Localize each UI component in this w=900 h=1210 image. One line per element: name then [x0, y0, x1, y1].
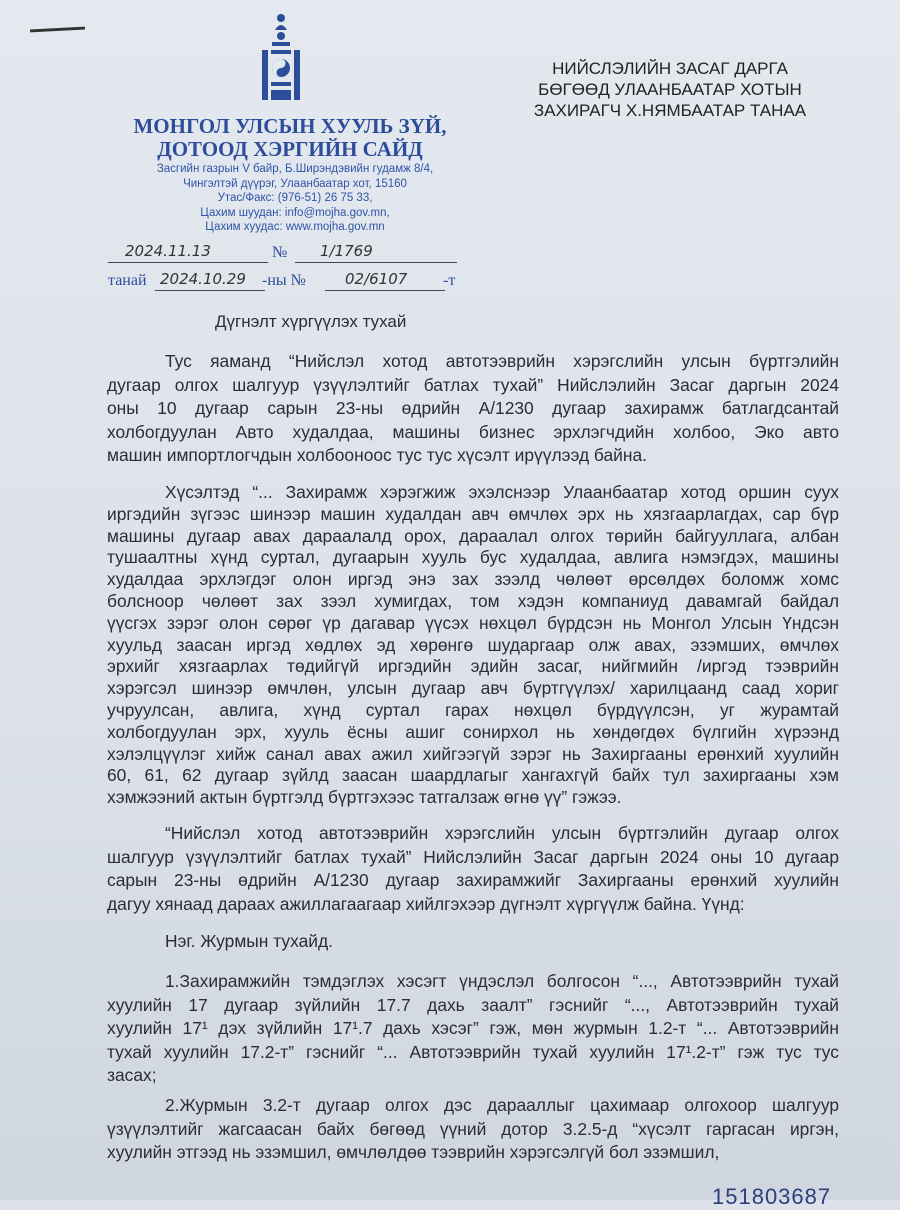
- paragraph-line: хэлэлцүүлэг хийж санал авах ажил хийгээгүй зэрэг нь Захиргааны ерөнхий хуулийн: [107, 743, 839, 764]
- paragraph-line: холбогдуулан Авто худалдаа, машины бизнес эрхлэгчдийн холбоо, Эко авто: [107, 421, 839, 442]
- reference-date: 2024.10.29: [160, 270, 246, 288]
- paragraph-line: хэрэгсэл шинээр өмчлөн, улсын дугаар авч бүртгүүлэх/ харилцаанд саад хориг: [107, 678, 839, 699]
- paragraph-line: 2.Журмын 3.2-т дугаар олгох дэс дараалл​ыг цахимаар олгохоор шалгуур: [165, 1095, 839, 1115]
- letter-number: 1/1769: [320, 242, 373, 260]
- letter-date: 2024.11.13: [125, 242, 211, 260]
- recipient-block: [500, 58, 840, 121]
- paragraph-line: эрхийг хязгаарлах төдийгүй иргэдийн эдийн засаг, нийгмийн /иргэд тээврийн: [107, 656, 839, 677]
- paragraph-line: холбогдуулан эрх, хууль ёсны ашиг сонирхол нь хөндөгдөх бүлгийн хүрээнд: [107, 721, 839, 742]
- number-underline: [295, 262, 457, 263]
- paragraph-line: 1.Захирамжийн тэмдэглэх хэсэгт үндэслэл болгосон “..., Автотээврийн тухай: [165, 971, 839, 991]
- address-line: Засгийн газрын V байр, Б.Ширэндэвийн гудамж 8/4,: [156, 163, 434, 175]
- paragraph-line: 60, 61, 62 дугаар зүйлд заасан шаардлагыг хангахгүй байх тул захиргааны хэм: [107, 765, 839, 786]
- paragraph-line: хуулийн этгээд нь эзэмшил, өмчлөлдөө тээврийн хэрэгсэлгүй бол эзэмшил,: [107, 1142, 720, 1163]
- paragraph-line: Тус яаманд “Нийслэл хотод автотээврийн хэрэгслийн улсын бүртгэлийн: [165, 351, 839, 371]
- paragraph-line: Нэг. Журмын тухайд.: [165, 931, 333, 951]
- email: Цахим шуудан: info@mojha.gov.mn,: [200, 206, 390, 219]
- recipient-line: ЗАХИРАГЧ Х.НЯМБААТАР ТАНАА: [533, 101, 807, 120]
- paragraph-line: тухай хуулийн 17.2-т” гэснийг “... Автотээврийн тухай хуулийн 17¹.2-т” гэж тус тус: [107, 1041, 839, 1062]
- document-serial-number: 151803687: [712, 1184, 832, 1209]
- reference-number: 02/6107: [345, 270, 408, 288]
- paragraph-line: машины дугаар авах дараалалд орох, дараалал олгох төрийн байгууллага, албан: [107, 525, 839, 546]
- body-paragraph: [107, 930, 839, 954]
- recipient-line: БӨГӨӨД УЛААНБААТАР ХОТЫН: [538, 80, 802, 99]
- paragraph-line: шалгуур үзүүлэлтийг батлах тухай” Нийслэлийн Засаг даргын 2024 оны 10 дугаар: [107, 846, 839, 867]
- paragraph-line: иргэдийн зүгээс шинээр машин худалдан авч өмчлөх эрх нь хязгаарлагдах, сар бүр: [107, 503, 839, 524]
- organization-address: [110, 162, 480, 235]
- paragraph-line: “Нийслэл хотод автотээврийн хэрэгслийн улсын бүртгэлийн дугаар олгох: [165, 823, 839, 843]
- paragraph-line: дугаар олгох шалгуур үзүүлэлтийг батлах тухай” Нийслэлийн Засаг даргын 2024: [107, 374, 839, 395]
- reference-suffix: -т: [443, 272, 456, 289]
- state-emblem-icon: [258, 10, 304, 102]
- address-line: Чингэлтэй дүүрэг, Улаанбаатар хот, 15160: [183, 177, 407, 190]
- body-paragraph: [107, 482, 839, 809]
- body-paragraph: [107, 1094, 839, 1165]
- paragraph-line: сарын 23-ны өдрийн А/1230 дугаар захирамжийг Захиргааны ерөнхий хуулийн: [107, 870, 839, 891]
- paragraph-line: хэмжээний актын бүртгэлд бүртгэхээс татгалзаж өгнө үү” гэжээ.: [107, 787, 622, 808]
- paragraph-line: тушаалтны хүнд суртал, дугаарын хууль бус худалдаа, авлига нэмэгдэх, машины: [107, 547, 839, 568]
- website: Цахим хуудас: www.mojha.gov.mn: [205, 221, 385, 233]
- paragraph-line: оны 10 дугаар сарын 23-ны өдрийн А/1230 дугаар захирамж батлагдсантай: [107, 398, 839, 419]
- paragraph-line: болсноор чөлөөт зах зээл хумигдах, том хэдэн компаниуд давамгай байдал: [107, 590, 839, 611]
- ref-date-underline: [155, 290, 265, 291]
- reference-mid: -ны №: [262, 272, 306, 289]
- paragraph-line: Хүсэлтэд “... Захирамж хэрэгжиж эхэлснээр Улаанбаатар хотод оршин суух: [165, 482, 839, 502]
- paragraph-line: хуулийн 17¹ дэх зүйлийн 17¹.7 дахь хэсэг” гэж, мөн журмын 1.2-т “... Автотээврийн: [107, 1018, 839, 1039]
- paragraph-line: хуулийн 17 дугаар зүйлийн 17.7 дахь заалт” гэснийг “..., Автотээврийн тухай: [107, 994, 839, 1015]
- phone-fax: Утас/Факс: (976-51) 26 75 33,: [217, 192, 373, 204]
- paragraph-line: машин импортлогчдын холбооноос тус тус хүсэлт ирүүлээд байна.: [107, 445, 647, 466]
- recipient-line: НИЙСЛЭЛИЙН ЗАСАГ ДАРГА: [552, 59, 788, 78]
- paragraph-line: учруулсан, авлига, хүнд суртал гарах нөхцөл бүрдүүлсэн, уг журамтай: [107, 699, 839, 720]
- body-paragraph: [107, 350, 839, 468]
- org-name-line: МОНГОЛ УЛСЫН ХУУЛЬ ЗҮЙ,: [133, 114, 447, 138]
- paragraph-line: хуульд заасан иргэд хөдлөх эд хөрөнгө шударгаар олж авах, эзэмших, өмчлөх: [107, 634, 839, 655]
- paragraph-line: засах;: [107, 1065, 157, 1086]
- body-paragraph: [107, 822, 839, 916]
- org-name-line: ДОТООД ХЭРГИЙН САЙД: [157, 137, 423, 161]
- paragraph-line: дагуу хянаад дараах ажиллагаагаар хийлгэхээр дүгнэлт хүргүүлж байна. Үүнд:: [107, 893, 745, 914]
- paragraph-line: үзүүлэлтийг жагсаасан байх бөгөөд үүний дотор 3.2.5-д “хүсэлт гаргасан иргэн,: [107, 1118, 839, 1139]
- organization-name: [110, 115, 470, 161]
- ref-number-underline: [325, 290, 445, 291]
- date-underline: [108, 262, 268, 263]
- paragraph-line: худалдаа эрхлэгдэг олон иргэд энэ зах зээлд чөлөөт өрсөлдөх боломж хомс: [107, 569, 839, 590]
- letter-subject: Дүгнэлт хүргүүлэх тухай: [215, 312, 407, 331]
- body-paragraph: [107, 970, 839, 1088]
- paragraph-line: үүсгэх зэрэг олон сөрөг үр дагавар үүсэх нөхцөл бүрдсэн нь Монгол Улсын Үндсэн: [107, 612, 839, 633]
- number-label: №: [272, 244, 288, 261]
- reference-prefix: танай: [108, 272, 147, 289]
